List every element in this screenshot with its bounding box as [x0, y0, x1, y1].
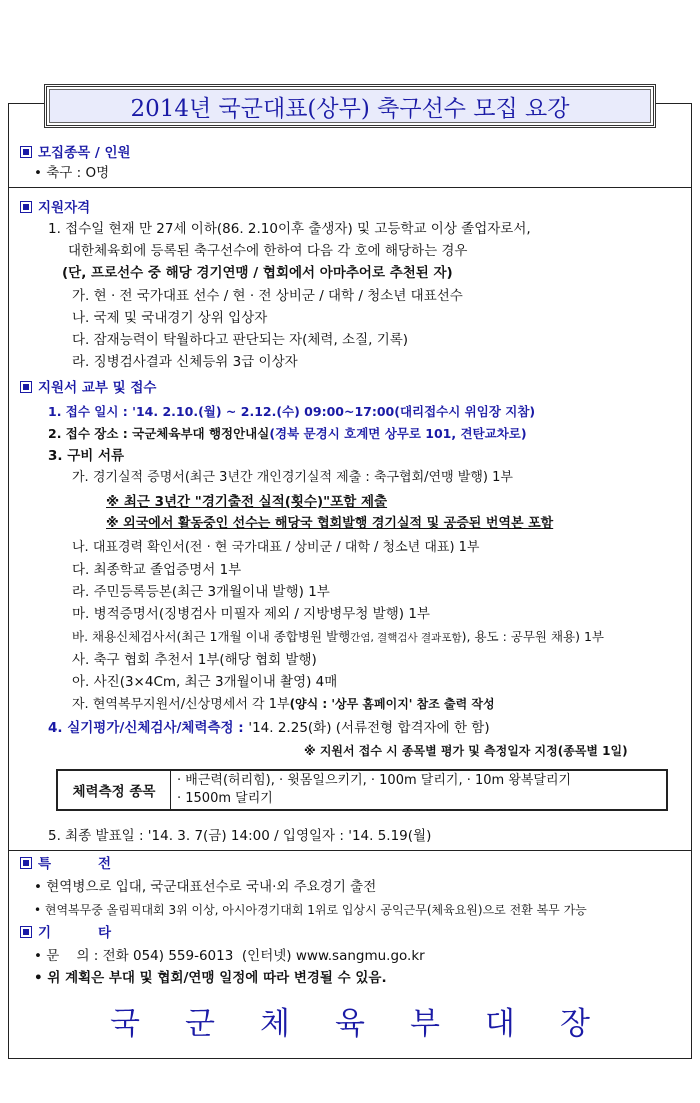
doc-item-text: ), 용도 : 공무원 채용) 1부 — [461, 629, 604, 644]
doc-item-note: 간염, 결핵검사 결과포함 — [350, 632, 462, 644]
place-name: 2. 접수 장소 : 국군체육부대 행정안내실 — [48, 426, 270, 441]
application-period: 1. 접수 일시 : '14. 2.10.(월) ~ 2.12.(수) 09:00~17:00(대리접수시 위임장 지참) — [48, 404, 536, 419]
title-box — [44, 84, 656, 128]
contact-info: • 문 의 : 전화 054) 559-6013 (인터넷) www.sangmu.go.kr — [34, 948, 425, 964]
footer-char: 육 — [335, 1006, 365, 1042]
doc-note: ※ 최근 3년간 "경기출전 실적(횟수)"포함 제출 — [106, 494, 388, 510]
footer-char: 부 — [410, 1006, 440, 1042]
final-announcement: 5. 최종 발표일 : '14. 3. 7(금) 14:00 / 입영일자 : '14. 5.19(월) — [48, 828, 432, 844]
etc-heading — [20, 923, 111, 943]
divider — [8, 850, 692, 851]
qualification-line: 1. 접수일 현재 만 27세 이하(86. 2.10이후 출생자) 및 고등학교 이상 졸업자로서, — [48, 221, 531, 237]
doc-item-note: (양식 : '상무 홈페이지' 참조 출력 작성 — [289, 697, 495, 711]
benefit-item: • 현역복무중 올림픽대회 3위 이상, 아시아경기대회 1위로 입상시 공익근무(체육요원)으로 전환 복무 가능 — [34, 903, 587, 917]
footer-char: 대 — [485, 1006, 515, 1042]
benefits-heading-text: 특 전 — [38, 856, 112, 872]
doc-item-text: 바. 채용신체검사서(최근 1개월 이내 종합병원 발행 — [72, 629, 351, 644]
recruit-heading-text: 모집종목 / 인원 — [38, 145, 131, 161]
square-bullet-icon — [20, 201, 32, 213]
qualification-line: 대한체육회에 등록된 축구선수에 한하여 다음 각 호에 해당하는 경우 — [68, 243, 468, 259]
test-schedule-label: 4. 실기평가/신체검사/체력측정 : — [48, 720, 249, 736]
doc-item: 아. 사진(3×4Cm, 최근 3개월이내 촬영) 4매 — [72, 674, 338, 690]
fitness-line: · 1500m 달리기 — [177, 791, 273, 806]
recruit-heading — [20, 143, 131, 163]
doc-item: 다. 최종학교 졸업증명서 1부 — [72, 562, 242, 578]
documents-heading: 3. 구비 서류 — [48, 448, 125, 464]
doc-item — [72, 627, 604, 648]
issuer-signature — [30, 998, 670, 1042]
square-bullet-icon — [20, 857, 32, 869]
place-address: (경북 문경시 호계면 상무로 101, 견탄교차로) — [269, 426, 527, 441]
benefit-item: • 현역병으로 입대, 국군대표선수로 국내·외 주요경기 출전 — [34, 879, 377, 895]
qualification-heading — [20, 198, 90, 218]
recruit-item: • 축구 : O명 — [34, 165, 110, 181]
footer-char: 장 — [560, 1006, 590, 1042]
fitness-line: · 배근력(허리힘), · 윗몸일으키기, · 100m 달리기, · 10m 왕복달리기 — [177, 773, 572, 788]
square-bullet-icon — [20, 926, 32, 938]
qualification-heading-text: 지원자격 — [38, 200, 91, 216]
benefits-heading — [20, 854, 111, 874]
etc-heading-text: 기 타 — [38, 925, 112, 941]
qualification-line: 다. 잠재능력이 탁월하다고 판단되는 자(체력, 소질, 기록) — [72, 332, 409, 348]
doc-item-text: 자. 현역복무지원서/신상명세서 각 1부 — [72, 697, 290, 712]
qualification-line: (단, 프로선수 중 해당 경기연맹 / 협회에서 아마추어로 추천된 자) — [62, 265, 453, 281]
doc-item: 라. 주민등록등본(최근 3개월이내 발행) 1부 — [72, 584, 330, 600]
page-title: 2014년 국군대표(상무) 축구선수 모집 요강 — [49, 89, 651, 123]
doc-item: 나. 대표경력 확인서(전 · 현 국가대표 / 상비군 / 대학 / 청소년 대표) 1부 — [72, 540, 480, 555]
application-heading — [20, 378, 156, 398]
doc-item — [72, 694, 495, 715]
footer-char: 군 — [185, 1006, 215, 1042]
doc-item: 가. 경기실적 증명서(최근 3년간 개인경기실적 제출 : 축구협회/연맹 발행) 1부 — [72, 470, 513, 485]
square-bullet-icon — [20, 146, 32, 158]
fitness-table — [56, 769, 668, 811]
doc-item: 마. 병적증명서(징병검사 미필자 제외 / 지방병무청 발행) 1부 — [72, 606, 430, 622]
doc-note: ※ 외국에서 활동중인 선수는 해당국 협회발행 경기실적 및 공증된 번역본 포함 — [106, 516, 554, 531]
fitness-items — [171, 771, 666, 809]
test-schedule-date: '14. 2.25(화) (서류전형 합격자에 한 함) — [248, 720, 490, 736]
divider — [8, 187, 692, 188]
qualification-line: 라. 징병검사결과 신체등위 3급 이상자 — [72, 354, 298, 370]
test-schedule — [48, 718, 490, 738]
test-schedule-note: ※ 지원서 접수 시 종목별 평가 및 측정일자 지정(종목별 1일) — [304, 744, 628, 758]
schedule-change-note: • 위 계획은 부대 및 협회/연맹 일정에 따라 변경될 수 있음. — [34, 970, 387, 986]
qualification-line: 나. 국제 및 국내경기 상위 입상자 — [72, 310, 268, 326]
doc-item: 사. 축구 협회 추천서 1부(해당 협회 발행) — [72, 652, 317, 668]
square-bullet-icon — [20, 381, 32, 393]
footer-char: 국 — [110, 1006, 140, 1042]
application-place — [48, 424, 527, 444]
qualification-line: 가. 현 · 전 국가대표 선수 / 현 · 전 상비군 / 대학 / 청소년 대표선수 — [72, 288, 463, 304]
footer-char: 체 — [260, 1006, 290, 1042]
fitness-label: 체력측정 종목 — [58, 771, 171, 809]
application-heading-text: 지원서 교부 및 접수 — [38, 380, 157, 396]
